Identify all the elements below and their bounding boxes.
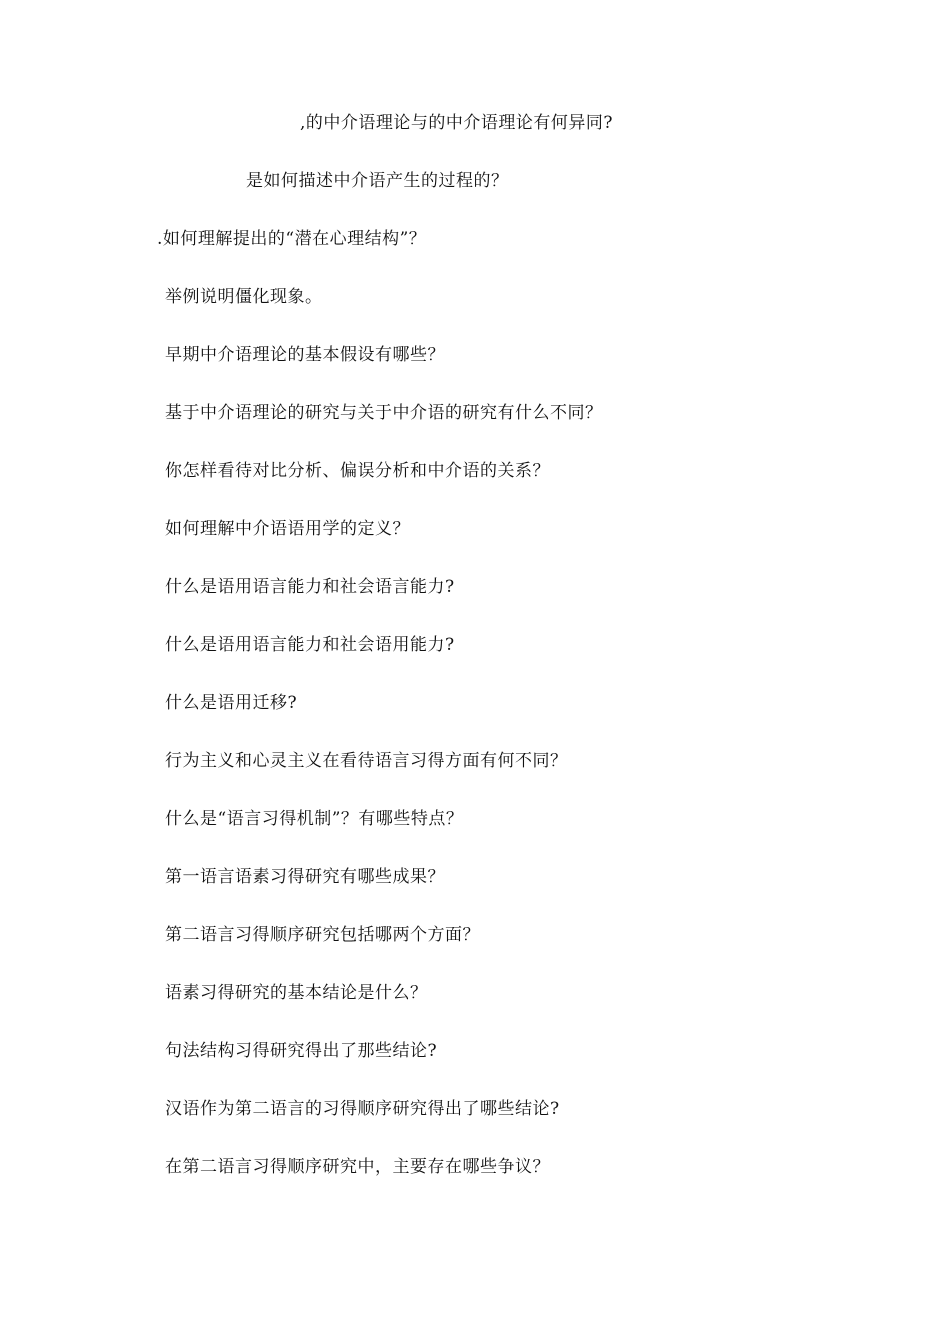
question-line: 早期中介语理论的基本假设有哪些？: [165, 345, 445, 365]
question-line: 第一语言语素习得研究有哪些成果？: [165, 867, 445, 887]
question-line: 基于中介语理论的研究与关于中介语的研究有什么不同？: [165, 403, 603, 423]
question-line: 在第二语言习得顺序研究中，主要存在哪些争议？: [165, 1157, 550, 1177]
question-line: 是如何描述中介语产生的过程的？: [246, 171, 509, 191]
question-line: 什么是语用迁移?: [165, 693, 298, 713]
question-line: 第二语言习得顺序研究包括哪两个方面？: [165, 925, 480, 945]
question-line: ,的中介语理论与的中介语理论有何异同?: [300, 113, 614, 133]
question-line: 句法结构习得研究得出了那些结论?: [165, 1041, 438, 1061]
question-line: .如何理解提出的“潜在心理结构”？: [157, 229, 427, 249]
question-line: 你怎样看待对比分析、偏误分析和中介语的关系？: [165, 461, 550, 481]
question-line: 汉语作为第二语言的习得顺序研究得出了哪些结论?: [165, 1099, 560, 1119]
question-line: 什么是语用语言能力和社会语言能力?: [165, 577, 455, 597]
question-line: 如何理解中介语语用学的定义？: [165, 519, 410, 539]
question-line: 语素习得研究的基本结论是什么？: [165, 983, 428, 1003]
question-line: 举例说明僵化现象。: [165, 287, 323, 307]
question-line: 什么是“语言习得机制”？有哪些特点？: [165, 809, 464, 829]
question-line: 行为主义和心灵主义在看待语言习得方面有何不同？: [165, 751, 568, 771]
question-line: 什么是语用语言能力和社会语用能力?: [165, 635, 455, 655]
